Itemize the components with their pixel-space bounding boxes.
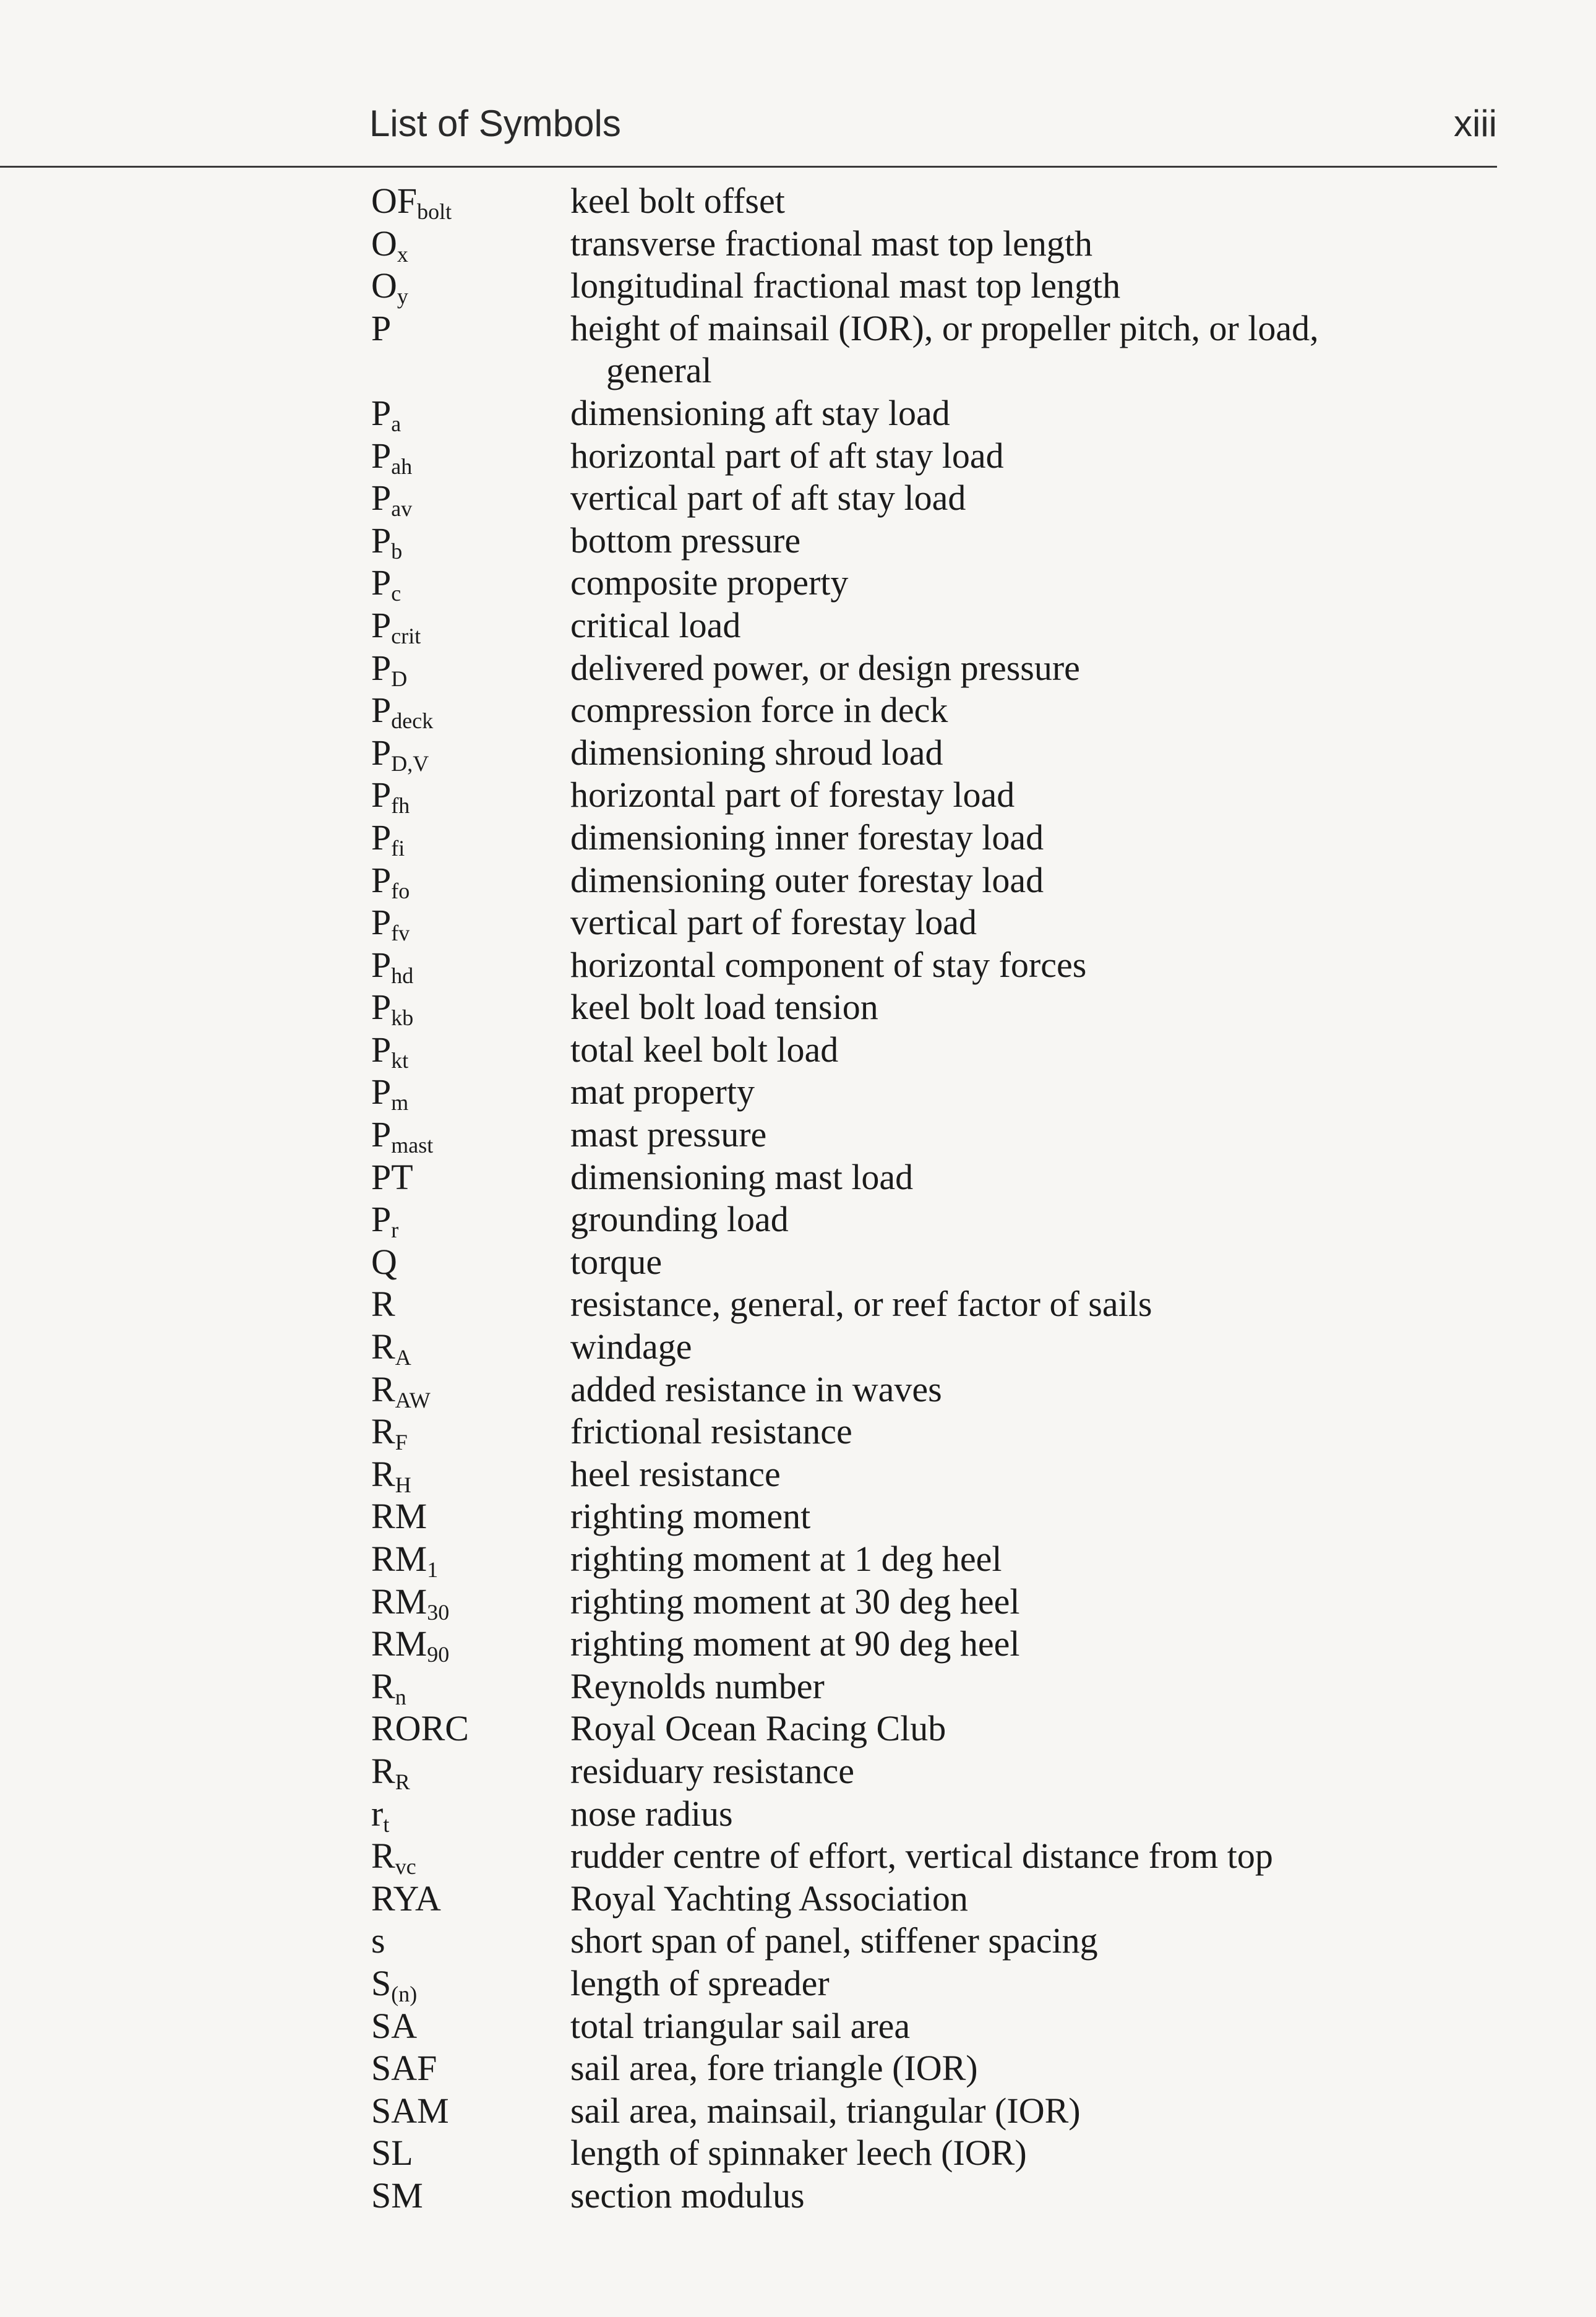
symbol-base: P — [371, 859, 392, 900]
symbol-definition — [570, 1198, 1529, 1241]
symbol-subscript: deck — [391, 708, 434, 734]
symbol-definition — [570, 1071, 1529, 1114]
symbol-subscript: hd — [391, 963, 414, 988]
symbol-entry — [371, 1071, 1547, 1114]
symbol-entry — [371, 435, 1547, 478]
symbol-entry — [371, 1114, 1547, 1156]
symbol-subscript: crit — [391, 623, 421, 648]
definition-text: length of spreader — [570, 1962, 830, 2003]
definition-text: righting moment at 1 deg heel — [570, 1539, 1002, 1579]
symbol-definition — [570, 1581, 1529, 1623]
symbol-entry — [371, 604, 1547, 647]
running-header — [369, 99, 1497, 148]
symbol-entry — [371, 689, 1547, 732]
symbol-entry — [371, 1666, 1547, 1708]
symbol-entry — [371, 1411, 1547, 1453]
page-number: xiii — [1454, 103, 1497, 144]
symbol-base: SL — [371, 2133, 413, 2173]
definition-text: short span of panel, stiffener spacing — [570, 1920, 1098, 1961]
symbol — [371, 732, 429, 775]
symbol-subscript: b — [391, 538, 403, 564]
symbol-entry — [371, 1453, 1547, 1496]
symbol-entry — [371, 1581, 1547, 1623]
definition-text: nose radius — [570, 1793, 733, 1834]
symbol-base: P — [371, 520, 392, 561]
definition-text: height of mainsail (IOR), or propeller pitch, or load, — [570, 307, 1319, 348]
definition-text: grounding load — [570, 1199, 789, 1240]
symbol-definition — [570, 1241, 1529, 1284]
definition-text: section modulus — [570, 2175, 805, 2216]
definition-text: frictional resistance — [570, 1411, 852, 1452]
definition-text: total keel bolt load — [570, 1029, 839, 1070]
definition-text: righting moment at 90 deg heel — [570, 1623, 1020, 1664]
symbol — [371, 1835, 416, 1878]
symbol-entry — [371, 2090, 1547, 2133]
symbol-base: P — [371, 944, 392, 985]
symbol-definition — [570, 562, 1529, 604]
definition-text: mast pressure — [570, 1114, 767, 1155]
symbol-entry — [371, 180, 1547, 223]
symbol — [371, 604, 421, 647]
symbol-entry — [371, 774, 1547, 817]
definition-text: composite property — [570, 562, 849, 603]
symbol-entry — [371, 1793, 1547, 1836]
symbol-definition — [570, 1283, 1529, 1326]
symbol — [371, 435, 412, 478]
definition-text: vertical part of forestay load — [570, 902, 977, 943]
symbol — [371, 859, 410, 902]
symbol — [371, 392, 401, 435]
symbol — [371, 223, 408, 265]
definition-text: added resistance in waves — [570, 1369, 942, 1409]
symbol — [371, 1878, 441, 1920]
definition-continuation: general — [606, 350, 712, 391]
symbol-subscript: H — [395, 1472, 411, 1497]
symbol — [371, 1326, 411, 1369]
header-title: List of Symbols — [369, 103, 621, 144]
symbol — [371, 1962, 417, 2005]
definition-text: vertical part of aft stay load — [570, 478, 966, 518]
symbol-base: R — [371, 1666, 395, 1706]
symbol-base: P — [371, 817, 392, 858]
symbol-base: P — [371, 1199, 392, 1240]
symbol-definition — [570, 1750, 1529, 1793]
symbol-subscript: x — [397, 241, 408, 267]
symbol-base: P — [371, 987, 392, 1028]
symbol-definition — [570, 1920, 1529, 1962]
symbol-subscript: fv — [391, 921, 410, 946]
symbol-base: RM — [371, 1539, 427, 1579]
symbol — [371, 1198, 398, 1241]
symbol-base: P — [371, 435, 392, 476]
symbol — [371, 1156, 413, 1199]
symbol-subscript: m — [391, 1090, 409, 1116]
symbol — [371, 1241, 397, 1284]
symbol-subscript: t — [383, 1812, 390, 1837]
symbol-base: P — [371, 775, 392, 815]
symbol-base: OF — [371, 181, 418, 221]
symbol-definition — [570, 817, 1529, 859]
symbol-subscript: fh — [391, 793, 410, 819]
symbol-definition — [570, 520, 1529, 562]
symbol-base: RM — [371, 1623, 427, 1664]
definition-text: horizontal component of stay forces — [570, 944, 1087, 985]
symbol-base: P — [371, 1029, 392, 1070]
definition-text: resistance, general, or reef factor of sails — [570, 1284, 1152, 1325]
symbol-base: r — [371, 1793, 384, 1834]
symbol-entry — [371, 265, 1547, 307]
symbol-subscript: kb — [391, 1005, 414, 1031]
symbol — [371, 1029, 408, 1072]
symbol — [371, 1071, 408, 1114]
symbol-base: s — [371, 1920, 385, 1961]
symbol-definition — [570, 2132, 1529, 2175]
symbol-base: SM — [371, 2175, 423, 2216]
symbol-base: P — [371, 562, 392, 603]
definition-text: longitudinal fractional mast top length — [570, 265, 1121, 306]
symbol-entry — [371, 1623, 1547, 1666]
symbol-entry — [371, 1283, 1547, 1326]
symbol-entry — [371, 986, 1547, 1029]
symbol-definition — [570, 944, 1529, 987]
symbol — [371, 562, 401, 604]
definition-text: sail area, fore triangle (IOR) — [570, 2048, 978, 2089]
symbol-definition — [570, 1156, 1529, 1199]
definition-text: Reynolds number — [570, 1666, 825, 1706]
symbol-entry — [371, 901, 1547, 944]
symbol — [371, 1623, 449, 1666]
symbol-definition — [570, 647, 1529, 690]
definition-text: horizontal part of forestay load — [570, 775, 1015, 815]
symbol-base: R — [371, 1369, 395, 1409]
symbol-entry — [371, 1029, 1547, 1072]
symbol — [371, 2175, 423, 2217]
symbol-base: PT — [371, 1156, 413, 1197]
symbol-definition — [570, 2090, 1529, 2133]
symbol-definition — [570, 2047, 1529, 2090]
symbol-base: R — [371, 1411, 395, 1452]
definition-text: keel bolt offset — [570, 181, 785, 221]
definition-text: Royal Ocean Racing Club — [570, 1708, 946, 1749]
symbol-definition — [570, 1453, 1529, 1496]
definition-text: windage — [570, 1326, 692, 1367]
symbol-entry — [371, 1198, 1547, 1241]
symbol — [371, 180, 452, 223]
symbol-base: RM — [371, 1581, 427, 1622]
symbol — [371, 1581, 449, 1623]
symbol-subscript: c — [391, 581, 401, 606]
symbol — [371, 1495, 427, 1538]
symbol-subscript: av — [391, 496, 413, 522]
symbol-definition — [570, 392, 1529, 435]
symbol-definition — [570, 1666, 1529, 1708]
symbol-base: SA — [371, 2005, 418, 2046]
symbol-definition — [570, 1835, 1529, 1878]
symbol-base: P — [371, 902, 392, 943]
definition-text: delivered power, or design pressure — [570, 647, 1080, 688]
symbol-subscript: 1 — [427, 1557, 439, 1582]
header-rule — [0, 166, 1497, 168]
symbol-entry — [371, 2005, 1547, 2048]
definition-text: heel resistance — [570, 1453, 781, 1494]
symbol-entry — [371, 1708, 1547, 1750]
symbol-entry — [371, 859, 1547, 902]
symbol-base: S — [371, 1962, 392, 2003]
definition-text: compression force in deck — [570, 690, 948, 731]
symbol — [371, 1750, 410, 1793]
symbol-definition — [570, 859, 1529, 902]
definition-text: horizontal part of aft stay load — [570, 435, 1004, 476]
symbol — [371, 901, 410, 944]
symbol-base: P — [371, 690, 392, 731]
symbol — [371, 1369, 431, 1411]
symbol-entry — [371, 1962, 1547, 2005]
symbol — [371, 265, 408, 307]
symbol-subscript: A — [395, 1345, 411, 1370]
symbol — [371, 986, 413, 1029]
symbol-definition — [570, 1708, 1529, 1750]
symbol — [371, 1708, 469, 1750]
symbol-subscript: R — [395, 1769, 410, 1794]
symbol-base: O — [371, 223, 397, 264]
symbol-subscript: bolt — [417, 199, 452, 224]
symbol-subscript: kt — [391, 1047, 409, 1073]
symbol-entry — [371, 1241, 1547, 1284]
symbol-base: RYA — [371, 1878, 441, 1919]
symbol-definition — [570, 1878, 1529, 1920]
definition-text: dimensioning shroud load — [570, 732, 943, 773]
symbol-entry — [371, 1495, 1547, 1538]
symbol-subscript: D — [391, 666, 408, 691]
symbol-entry — [371, 944, 1547, 987]
symbol-definition — [570, 307, 1529, 392]
symbol-entry — [371, 2047, 1547, 2090]
symbol-definition — [570, 1538, 1529, 1581]
definition-text: righting moment — [570, 1496, 811, 1537]
symbol — [371, 817, 405, 859]
symbol-definition — [570, 732, 1529, 775]
symbol-definition — [570, 265, 1529, 307]
symbol-entry — [371, 2132, 1547, 2175]
symbol-base: P — [371, 1072, 392, 1112]
symbol-entry — [371, 1750, 1547, 1793]
symbol — [371, 520, 402, 562]
symbol — [371, 2090, 449, 2133]
symbol — [371, 689, 433, 732]
symbol — [371, 1920, 385, 1962]
symbol — [371, 774, 410, 817]
symbol-definition — [570, 1793, 1529, 1836]
symbol-base: O — [371, 265, 397, 306]
symbol-base: P — [371, 1114, 392, 1155]
symbol — [371, 1114, 433, 1156]
symbol-base: R — [371, 1326, 395, 1367]
symbol — [371, 1453, 411, 1496]
symbol-entry — [371, 1538, 1547, 1581]
symbol-subscript: n — [395, 1684, 406, 1709]
definition-text: mat property — [570, 1072, 755, 1112]
definition-text: length of spinnaker leech (IOR) — [570, 2133, 1027, 2173]
symbol-entry — [371, 1156, 1547, 1199]
symbol-entry — [371, 1920, 1547, 1962]
symbol-base: SAF — [371, 2048, 437, 2089]
definition-text: residuary resistance — [570, 1750, 854, 1791]
definition-text: sail area, mainsail, triangular (IOR) — [570, 2090, 1081, 2131]
symbol-entry — [371, 817, 1547, 859]
symbol-definition — [570, 774, 1529, 817]
definition-text: dimensioning aft stay load — [570, 392, 950, 433]
symbol-definition — [570, 1029, 1529, 1072]
definition-text: transverse fractional mast top length — [570, 223, 1092, 264]
symbol — [371, 2005, 417, 2048]
symbol-definition — [570, 435, 1529, 478]
symbol-definition — [570, 1495, 1529, 1538]
symbol-entry — [371, 1326, 1547, 1369]
definition-text: rudder centre of effort, vertical distance from top — [570, 1836, 1273, 1876]
symbol — [371, 2047, 437, 2090]
symbol-definition — [570, 1369, 1529, 1411]
symbol-definition — [570, 180, 1529, 223]
symbol — [371, 1666, 406, 1708]
symbol-base: R — [371, 1284, 395, 1325]
symbol-subscript: AW — [395, 1387, 431, 1412]
symbol-subscript: ah — [391, 454, 413, 479]
symbol — [371, 2132, 413, 2175]
symbol-subscript: mast — [391, 1133, 434, 1158]
symbol-entry — [371, 477, 1547, 520]
symbol-entry — [371, 392, 1547, 435]
symbol-subscript: r — [391, 1218, 399, 1243]
symbol — [371, 647, 407, 690]
symbol-subscript: vc — [395, 1854, 416, 1880]
definition-text: Royal Yachting Association — [570, 1878, 968, 1919]
symbol-definition — [570, 689, 1529, 732]
symbol-base: R — [371, 1750, 395, 1791]
symbol-definition — [570, 1623, 1529, 1666]
symbol-subscript: y — [397, 284, 408, 309]
definition-text: critical load — [570, 604, 741, 645]
definition-text: total triangular sail area — [570, 2005, 911, 2046]
symbol-list — [371, 180, 1547, 2217]
symbol — [371, 1538, 438, 1581]
symbol-subscript: D,V — [391, 750, 429, 776]
symbol-entry — [371, 520, 1547, 562]
symbol-definition — [570, 223, 1529, 265]
symbol-definition — [570, 1962, 1529, 2005]
symbol-entry — [371, 562, 1547, 604]
definition-text: dimensioning inner forestay load — [570, 817, 1044, 858]
symbol-base: P — [371, 647, 392, 688]
symbol-base: RM — [371, 1496, 427, 1537]
symbol — [371, 1793, 389, 1836]
symbol-entry — [371, 223, 1547, 265]
definition-text: dimensioning mast load — [570, 1156, 914, 1197]
definition-text: keel bolt load tension — [570, 987, 878, 1028]
symbol-entry — [371, 1369, 1547, 1411]
symbol-base: P — [371, 604, 392, 645]
symbol-definition — [570, 477, 1529, 520]
symbol — [371, 944, 413, 987]
symbol-base: P — [371, 307, 392, 348]
symbol — [371, 477, 412, 520]
symbol-definition — [570, 901, 1529, 944]
symbol-entry — [371, 732, 1547, 775]
definition-text: bottom pressure — [570, 520, 801, 561]
symbol-subscript: fo — [391, 878, 410, 903]
symbol-definition — [570, 2175, 1529, 2217]
symbol-base: RORC — [371, 1708, 469, 1749]
symbol-base: P — [371, 732, 392, 773]
symbol-subscript: a — [391, 411, 401, 436]
symbol-entry — [371, 1878, 1547, 1920]
symbol-definition — [570, 986, 1529, 1029]
symbol-entry — [371, 307, 1547, 392]
symbol-subscript: fi — [391, 835, 405, 861]
symbol-definition — [570, 1411, 1529, 1453]
symbol-definition — [570, 1114, 1529, 1156]
symbol — [371, 1411, 408, 1453]
definition-text: righting moment at 30 deg heel — [570, 1581, 1020, 1622]
symbol-base: P — [371, 392, 392, 433]
symbol-subscript: 30 — [427, 1599, 450, 1625]
symbol-entry — [371, 647, 1547, 690]
symbol-entry — [371, 1835, 1547, 1878]
symbol-subscript: (n) — [391, 1981, 418, 2006]
symbol-base: R — [371, 1836, 395, 1876]
symbol-subscript: 90 — [427, 1642, 450, 1667]
symbol-base: Q — [371, 1241, 397, 1282]
symbol — [371, 1283, 395, 1326]
symbol-subscript: F — [395, 1430, 408, 1455]
symbol-base: P — [371, 478, 392, 518]
symbol-base: R — [371, 1453, 395, 1494]
symbol-definition — [570, 2005, 1529, 2048]
symbol-entry — [371, 2175, 1547, 2217]
symbol — [371, 307, 391, 350]
symbol-definition — [570, 604, 1529, 647]
symbol-base: SAM — [371, 2090, 449, 2131]
definition-text: torque — [570, 1241, 663, 1282]
symbol-definition — [570, 1326, 1529, 1369]
definition-text: dimensioning outer forestay load — [570, 859, 1044, 900]
